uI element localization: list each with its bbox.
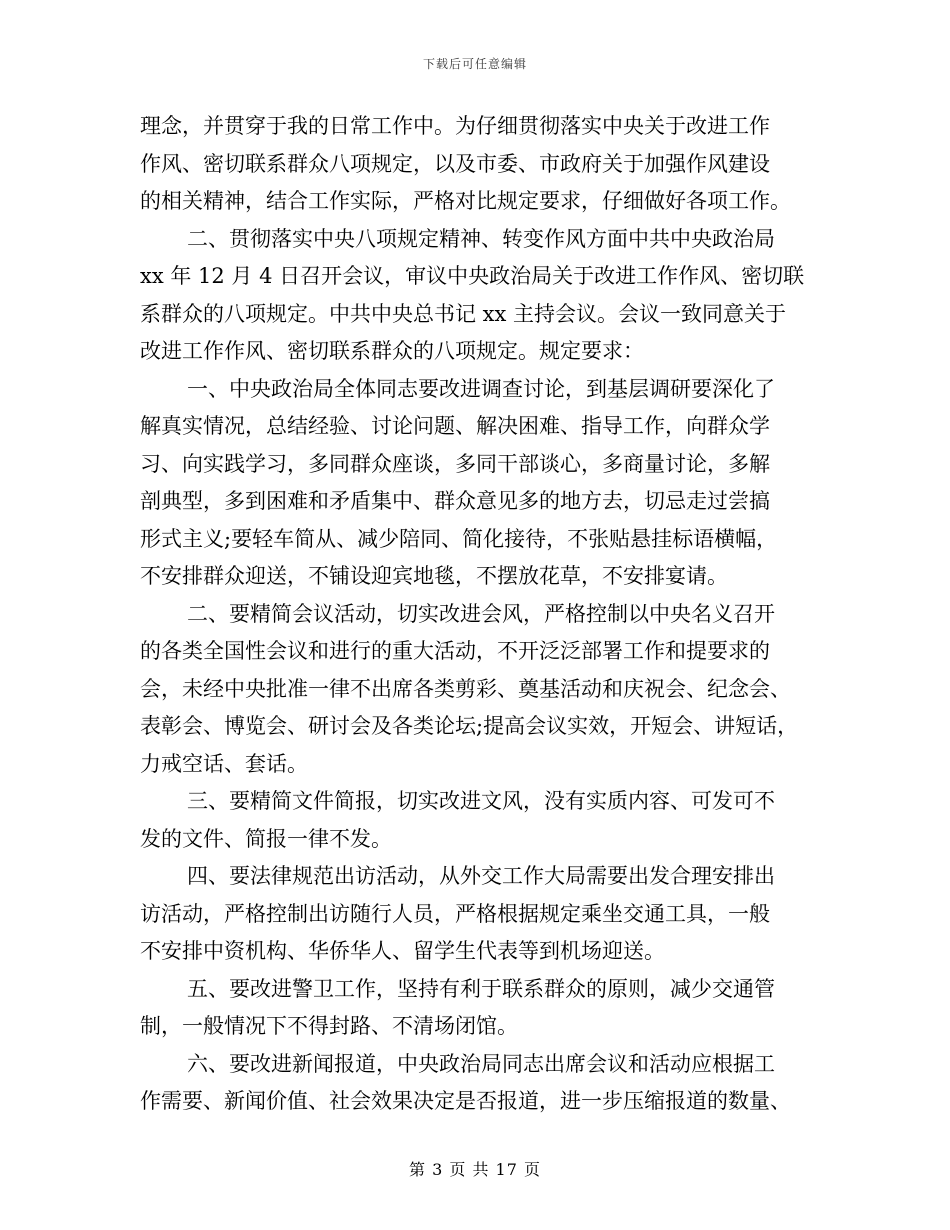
text-line: 不安排群众迎送，不铺设迎宾地毯，不摆放花草，不安排宴请。 xyxy=(140,564,728,588)
text-line: 剖典型，多到困难和矛盾集中、群众意见多的地方去，切忌走过尝搞 xyxy=(140,489,770,513)
page-header: 下载后可任意编辑 xyxy=(422,57,527,71)
text-line: 的相关精神，结合工作实际，严格对比规定要求，仔细做好各项工作。 xyxy=(140,189,791,213)
paragraph-first-line: 二、贯彻落实中央八项规定精神、转变作风方面中共中央政治局 xyxy=(187,226,775,251)
text-line: 制，一般情况下不得封路、不清场闭馆。 xyxy=(140,1014,518,1038)
text-line: 理念，并贯穿于我的日常工作中。为仔细贯彻落实中央关于改进工作 xyxy=(140,114,770,138)
text-line: 表彰会、博览会、研讨会及各类论坛;提高会议实效，开短会、讲短话， xyxy=(140,714,799,738)
text-line: 解真实情况，总结经验、讨论问题、解决困难、指导工作，向群众学 xyxy=(140,414,770,438)
text-line: xx 年 12 月 4 日召开会议，审议中央政治局关于改进工作作风、密切联 xyxy=(140,264,805,288)
text-line: 访活动，严格控制出访随行人员，严格根据规定乘坐交通工具，一般 xyxy=(140,901,770,926)
paragraph-first-line: 六、要改进新闻报道，中央政治局同志出席会议和活动应根据工 xyxy=(187,1051,775,1076)
paragraph-first-line: 四、要法律规范出访活动，从外交工作大局需要出发合理安排出 xyxy=(187,864,775,888)
text-line: 习、向实践学习，多同群众座谈，多同干部谈心，多商量讨论，多解 xyxy=(140,451,770,476)
text-line: 形式主义;要轻车简从、减少陪同、简化接待，不张贴悬挂标语横幅， xyxy=(140,526,778,551)
page-number-footer: 第 3 页 共 17 页 xyxy=(409,1160,541,1179)
document-body xyxy=(140,108,820,1121)
text-line: 不安排中资机构、华侨华人、留学生代表等到机场迎送。 xyxy=(140,939,665,963)
text-line: 会，未经中央批准一律不出席各类剪彩、奠基活动和庆祝会、纪念会、 xyxy=(140,676,791,701)
text-line: 系群众的八项规定。中共中央总书记 xx 主持会议。会议一致同意关于 xyxy=(140,301,787,326)
text-line: 改进工作作风、密切联系群众的八项规定。规定要求： xyxy=(140,339,644,363)
text-line: 作需要、新闻价值、社会效果决定是否报道，进一步压缩报道的数量、 xyxy=(140,1089,791,1113)
text-line: 的各类全国性会议和进行的重大活动，不开泛泛部署工作和提要求的 xyxy=(140,639,770,663)
paragraph-first-line: 五、要改进警卫工作，坚持有利于联系群众的原则，减少交通管 xyxy=(187,976,775,1001)
text-line: 发的文件、简报一律不发。 xyxy=(140,826,392,851)
paragraph-first-line: 二、要精简会议活动，切实改进会风，严格控制以中央名义召开 xyxy=(187,601,775,626)
text-line: 作风、密切联系群众八项规定，以及市委、市政府关于加强作风建设 xyxy=(140,151,770,176)
paragraph-first-line: 三、要精简文件简报，切实改进文风，没有实质内容、可发可不 xyxy=(187,789,775,813)
text-line: 力戒空话、套话。 xyxy=(140,751,308,776)
paragraph-first-line: 一、中央政治局全体同志要改进调查讨论，到基层调研要深化了 xyxy=(187,376,775,401)
